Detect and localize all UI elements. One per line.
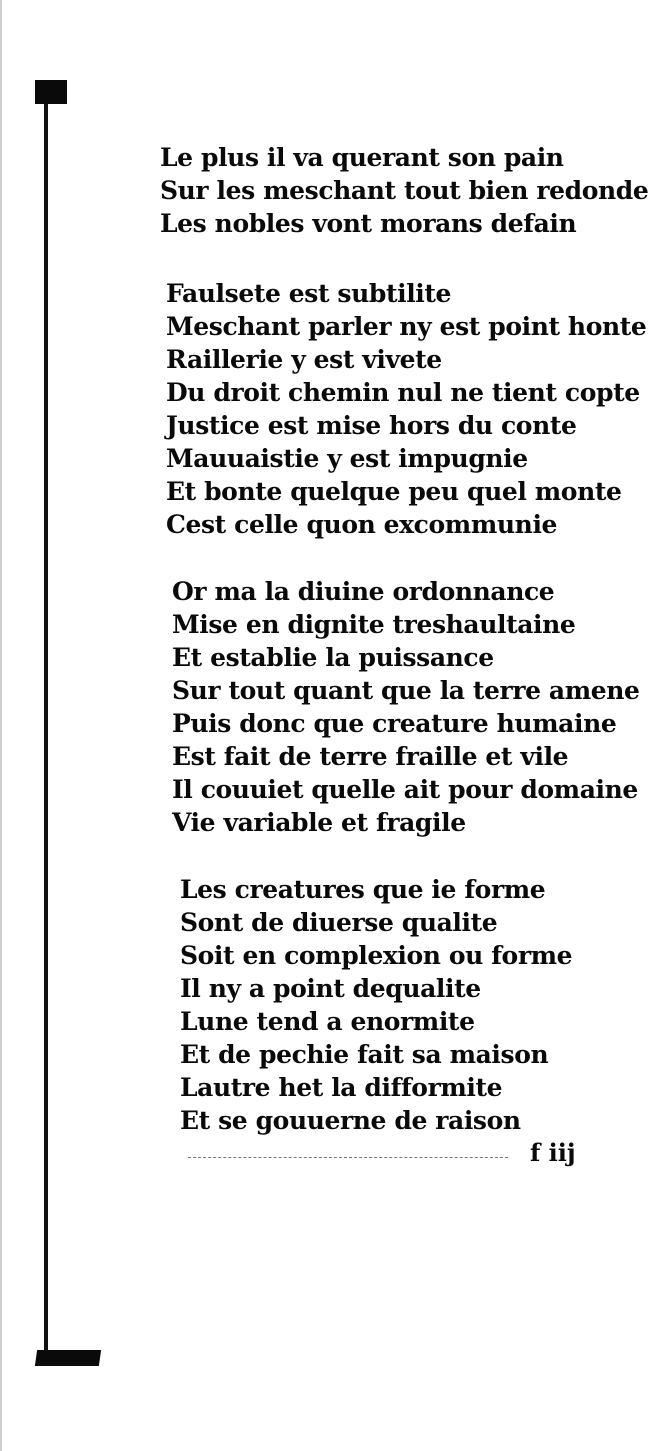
page-left-edge <box>0 0 2 1451</box>
verse-line: Raillerie y est vivete <box>166 345 442 374</box>
verse-line: Et bonte quelque peu quel monte <box>166 477 622 506</box>
verse-line: Et establie la puissance <box>172 643 494 672</box>
verse-line: Cest celle quon excommunie <box>166 510 558 539</box>
verse-line: Justice est mise hors du conte <box>166 411 577 440</box>
ink-mark-top <box>35 80 67 104</box>
ink-mark-bottom <box>35 1350 101 1366</box>
text-rule <box>188 1157 508 1159</box>
verse-line: Et de pechie fait sa maison <box>180 1040 549 1069</box>
verse-line: Vie variable et fragile <box>172 808 466 837</box>
verse-line: Mauuaistie y est impugnie <box>166 444 528 473</box>
verse-line: Lautre het la difformite <box>180 1073 503 1102</box>
gutter-line <box>44 90 48 1360</box>
verse-line: Lune tend a enormite <box>180 1007 475 1036</box>
verse-line: Sont de diuerse qualite <box>180 908 498 937</box>
verse-line: Puis donc que creature humaine <box>172 709 617 738</box>
verse-line: Mise en dignite treshaultaine <box>172 610 576 639</box>
verse-line: Soit en complexion ou forme <box>180 941 573 970</box>
verse-line: Or ma la diuine ordonnance <box>172 577 555 606</box>
verse-line: Meschant parler ny est point honte <box>166 312 647 341</box>
signature-mark: f iij <box>530 1138 576 1167</box>
verse-line: Et se gouuerne de raison <box>180 1106 521 1135</box>
verse-line: Sur les meschant tout bien redonde <box>160 176 649 205</box>
verse-line: Sur tout quant que la terre amene <box>172 676 640 705</box>
verse-line: Les nobles vont morans defain <box>160 209 577 238</box>
verse-line: Il couuiet quelle ait pour domaine <box>172 775 638 804</box>
verse-line: Il ny a point dequalite <box>180 974 481 1003</box>
verse-line: Faulsete est subtilite <box>166 279 452 308</box>
verse-line: Les creatures que ie forme <box>180 875 546 904</box>
verse-line: Est fait de terre fraille et vile <box>172 742 569 771</box>
verse-line: Le plus il va querant son pain <box>160 143 564 172</box>
verse-line: Du droit chemin nul ne tient copte <box>166 378 640 407</box>
